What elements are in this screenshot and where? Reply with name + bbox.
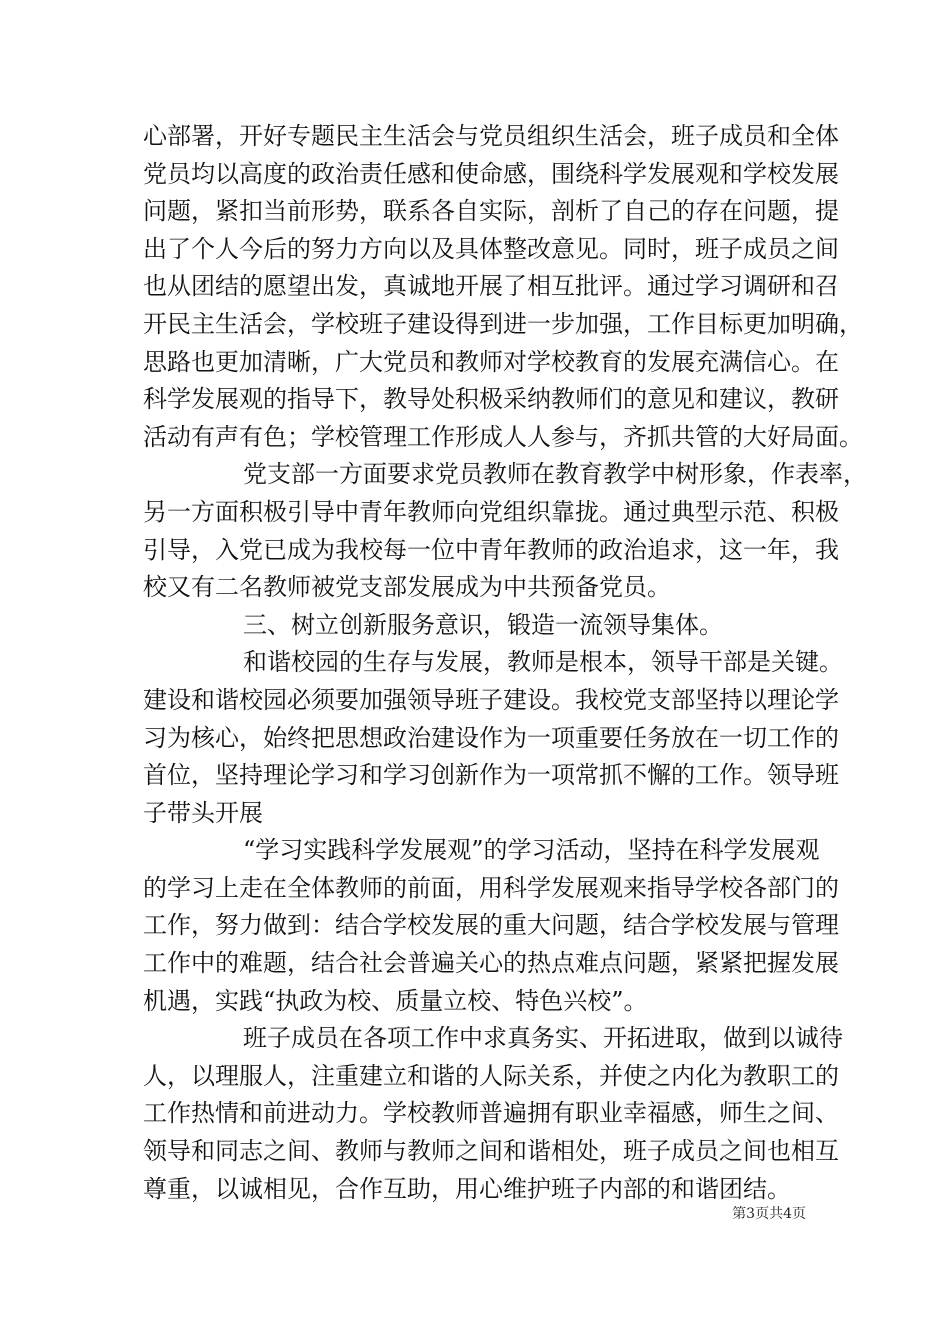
paragraph: [143, 456, 867, 606]
text-line: 开民主生活会，学校班子建设得到进一步加强，工作目标更加明确，: [143, 309, 863, 338]
text-line: 问题，紧扣当前形势，联系各自实际，剖析了自己的存在问题，提: [143, 197, 839, 226]
paragraph: [143, 832, 839, 1020]
text-line: 心部署，开好专题民主生活会与党员组织生活会，班子成员和全体: [143, 122, 839, 150]
text-line: 也从团结的愿望出发，真诚地开展了相互批评。通过学习调研和召: [143, 272, 839, 301]
text-line: 党员均以高度的政治责任感和使命感，围绕科学发展观和学校发展: [143, 159, 839, 188]
text-line: 另一方面积极引导中青年教师向党组织靠拢。通过典型示范、积极: [143, 497, 839, 526]
text-line: 工作热情和前进动力。学校教师普遍拥有职业幸福感，师生之间、: [143, 1099, 839, 1128]
text-line: 尊重，以诚相见，合作互助，用心维护班子内部的和谐团结。: [143, 1174, 791, 1203]
text-line: 子带头开展: [143, 798, 263, 827]
page-number: 第3页共4页: [732, 1206, 806, 1222]
paragraph: [143, 1020, 843, 1208]
text-line: 活动有声有色；学校管理工作形成人人参与，齐抓共管的大好局面。: [143, 422, 863, 451]
text-line: 人，以理服人，注重建立和谐的人际关系，并使之内化为教职工的: [143, 1061, 839, 1090]
text-line: 习为核心，始终把思想政治建设作为一项重要任务放在一切工作的: [143, 723, 839, 752]
text-line: 工作中的难题，结合社会普遍关心的热点难点问题，紧紧把握发展: [143, 949, 839, 978]
text-line: “学习实践科学发展观”的学习活动，坚持在科学发展观: [243, 836, 820, 865]
text-line: 三、树立创新服务意识，锻造一流领导集体。: [243, 610, 723, 639]
text-line: 校又有二名教师被党支部发展成为中共预备党员。: [143, 573, 671, 602]
text-line: 党支部一方面要求党员教师在教育教学中树形象，作表率，: [243, 460, 867, 489]
text-line: 引导，入党已成为我校每一位中青年教师的政治追求，这一年，我: [143, 535, 839, 564]
text-line: 建设和谐校园必须要加强领导班子建设。我校党支部坚持以理论学: [143, 685, 839, 714]
text-line: 科学发展观的指导下，教导处积极采纳教师们的意见和建议，教研: [143, 385, 839, 414]
text-line: 和谐校园的生存与发展，教师是根本，领导干部是关键。: [243, 648, 843, 677]
text-line: 出了个人今后的努力方向以及具体整改意见。同时，班子成员之间: [143, 234, 839, 263]
text-line: 的学习上走在全体教师的前面，用科学发展观来指导学校各部门的: [143, 873, 839, 902]
text-line: 机遇，实践“执政为校、质量立校、特色兴校”。: [143, 986, 648, 1015]
text-line: 领导和同志之间、教师与教师之间和谐相处，班子成员之间也相互: [143, 1137, 839, 1166]
document-body: [143, 118, 867, 1208]
paragraph: [143, 644, 843, 832]
paragraph: [143, 118, 863, 456]
paragraph: [143, 607, 807, 645]
text-line: 工作，努力做到：结合学校发展的重大问题，结合学校发展与管理: [143, 911, 839, 940]
text-line: 思路也更加清晰，广大党员和教师对学校教育的发展充满信心。在: [143, 347, 839, 376]
text-line: 首位，坚持理论学习和学习创新作为一项常抓不懈的工作。领导班: [143, 761, 839, 790]
text-line: 班子成员在各项工作中求真务实、开拓进取，做到以诚待: [243, 1024, 843, 1053]
